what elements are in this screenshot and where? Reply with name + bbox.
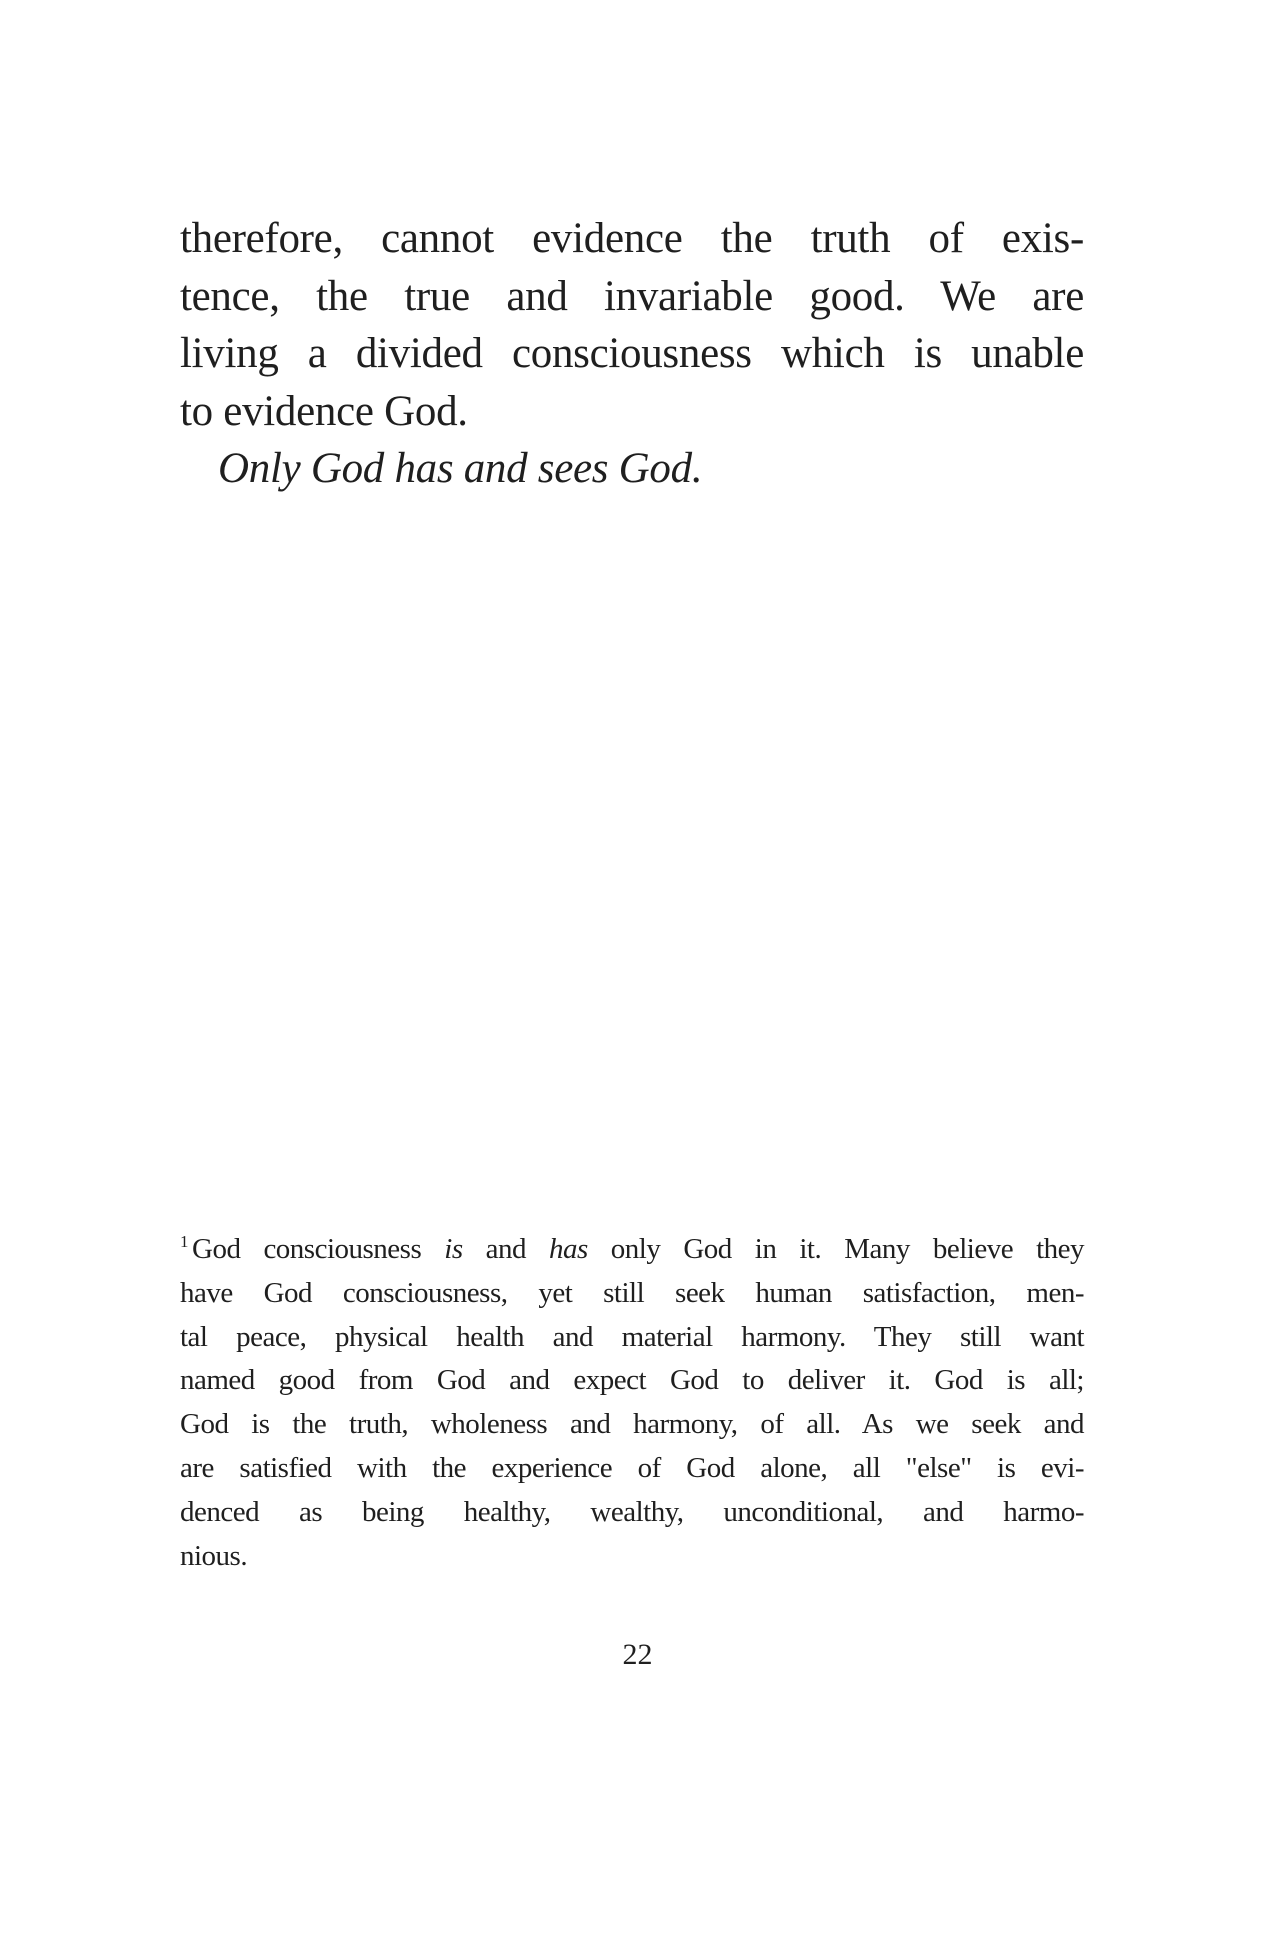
footnote-marker: 1 bbox=[180, 1232, 188, 1251]
page-number: 22 bbox=[622, 1638, 653, 1671]
footnote-line: tal peace, physical health and material harmony. They still want bbox=[180, 1320, 1084, 1353]
footnote-text: and bbox=[462, 1233, 549, 1265]
emphasis-line: Only God has and sees God. bbox=[218, 445, 703, 492]
footnote bbox=[180, 1220, 1084, 1578]
body-line: living a divided consciousness which is unable bbox=[180, 330, 1084, 377]
footnote-line: have God consciousness, yet still seek human satisfaction, men- bbox=[180, 1276, 1084, 1309]
footnote-line: named good from God and expect God to deliver it. God is all; bbox=[180, 1364, 1084, 1397]
footnote-emphasis-is: is bbox=[444, 1233, 463, 1265]
footnote-line: God is the truth, wholeness and harmony, of all. As we seek and bbox=[180, 1408, 1084, 1441]
footnote-line bbox=[180, 1220, 1084, 1272]
body-line: tence, the true and invariable good. We are bbox=[180, 272, 1084, 320]
body-line: to evidence God. bbox=[180, 387, 468, 435]
footnote-text: God consciousness bbox=[192, 1233, 445, 1265]
body-line: therefore, cannot evidence the truth of exis- bbox=[180, 215, 1084, 262]
body-paragraph bbox=[180, 210, 1084, 498]
footnote-line: nious. bbox=[180, 1539, 248, 1572]
footnote-emphasis-has: has bbox=[548, 1233, 588, 1265]
footnote-text: only God in it. Many believe they bbox=[587, 1233, 1084, 1265]
footnote-line: denced as being healthy, wealthy, unconditional, and harmo- bbox=[180, 1495, 1084, 1528]
footnote-line: are satisfied with the experience of God alone, all "else" is evi- bbox=[180, 1451, 1084, 1484]
